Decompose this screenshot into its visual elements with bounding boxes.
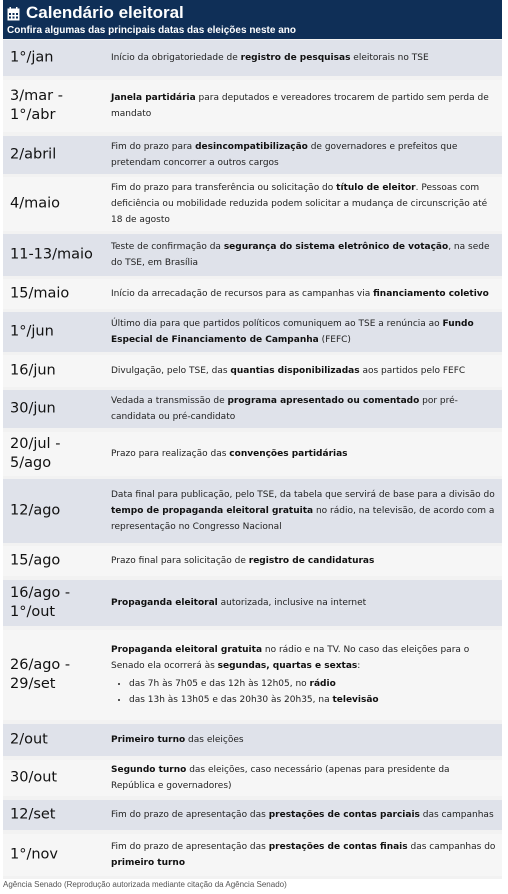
desc-text: Data final para publicação, pelo TSE, da tabela que servirá de base para a divisão do [111,490,495,500]
row-date: 1°/nov [10,846,59,863]
row-description [111,90,496,122]
row-description [111,286,496,302]
highlight-text: prestações de contas parciais [268,810,420,820]
row-date: 30/out [10,769,58,786]
row-date: 2/abril [10,146,57,163]
desc-text: das campanhas do [407,842,496,852]
footer-credit: Agência Senado (Reprodução autorizada mediante citação da Agência Senado) [3,880,287,889]
table-row [3,479,502,543]
row-description [111,807,496,823]
desc-text: Divulgação, pelo TSE, das [111,366,231,376]
table-row [3,355,502,387]
desc-text: Início da arrecadação de recursos para as campanhas via [111,289,374,299]
highlight-text: quantias disponibilizadas [230,366,360,376]
row-description [111,839,496,871]
row-description [111,139,496,171]
highlight-text: Segundo turno [111,765,187,775]
row-date: 16/jun [10,362,56,379]
highlight-text: Fundo Especial de Financiamento de Campanha [111,319,474,345]
row-description [111,180,496,228]
highlight-text: Propaganda eleitoral [111,598,218,608]
desc-text: das 7h às 7h05 e das 12h às 12h05, no [129,679,310,689]
highlight-text: desincompatibilização [195,142,308,152]
row-description [111,553,496,569]
desc-text: Fim do prazo de apresentação das [111,842,269,852]
title-text: Calendário eleitoral [26,3,184,22]
highlight-text: título de eleitor [336,183,416,193]
row-date: 16/ago - 1°/out [10,585,71,620]
highlight-text: tempo de propaganda eleitoral gratuita [111,506,314,516]
row-date: 1°/jun [10,323,54,340]
table-row [3,279,502,309]
row-description [111,50,496,66]
desc-text: , na sede do TSE, em Brasília [111,242,490,268]
table-row [3,234,502,276]
calendar-icon [7,6,20,20]
desc-text: aos partidos pelo FEFC [359,366,466,376]
table-row [3,177,502,231]
highlight-text: Primeiro turno [111,735,186,745]
table-row [3,40,502,76]
row-date: 3/mar - 1°/abr [10,88,63,123]
highlight-text: registro de candidaturas [248,556,375,566]
desc-text: por pré-candidata ou pré-candidato [111,396,458,422]
desc-text: Teste de confirmação da [111,242,224,252]
desc-text: autorizada, inclusive na internet [217,598,367,608]
desc-text: das campanhas [419,810,494,820]
table-row [3,136,502,174]
subtitle: Confira algumas das principais datas das eleições neste ano [7,25,296,36]
row-description [111,642,496,708]
row-description [111,363,496,379]
row-date: 15/ago [10,552,61,569]
highlight-text: prestações de contas finais [268,842,408,852]
row-description [111,487,496,535]
row-date: 15/maio [10,285,70,302]
table-row [3,312,502,352]
highlight-text: segurança do sistema eletrônico de votação [223,242,449,252]
desc-text: Último dia para que partidos políticos comuniquem ao TSE a renúncia ao [111,319,443,329]
highlight-text: televisão [332,695,379,705]
highlight-text: registro de pesquisas [240,53,351,63]
desc-text: Prazo para realização das [111,449,230,459]
table-row [3,390,502,428]
bullet-item [129,692,496,708]
desc-text: : [357,661,361,671]
row-description [111,762,496,794]
table-row [3,580,502,626]
row-date: 26/ago - 29/set [10,657,71,692]
row-date: 2/out [10,731,48,748]
page-title [7,3,184,23]
table-row [3,80,502,132]
desc-text: Vedada a transmissão de [111,396,228,406]
row-date: 1°/jan [10,49,54,66]
desc-text: Fim do prazo para [111,142,196,152]
row-description [111,239,496,271]
row-description [111,316,496,348]
desc-text: das eleições, caso necessário (apenas para presidente da República e governadores) [111,765,450,791]
desc-text: Prazo final para solicitação de [111,556,249,566]
row-date: 4/maio [10,195,61,212]
row-date: 20/jul - 5/ago [10,436,61,471]
row-date: 30/jun [10,400,56,417]
desc-text: eleitorais no TSE [350,53,429,63]
table-row [3,760,502,796]
desc-text: das eleições [185,735,244,745]
highlight-text: primeiro turno [111,858,186,868]
desc-text: de governadores e prefeitos que pretendam concorrer a outros cargos [111,142,458,168]
table-row [3,630,502,720]
table-row [3,724,502,756]
row-date: 11-13/maio [10,246,93,263]
row-description [111,393,496,425]
highlight-text: Janela partidária [111,93,196,103]
bullet-list [111,676,496,708]
desc-text: das 13h às 13h05 e das 20h30 às 20h35, na [129,695,333,705]
desc-text: para deputados e vereadores trocarem de partido sem perda de mandato [111,93,489,119]
desc-text: Fim do prazo de apresentação das [111,810,269,820]
row-description [111,446,496,462]
desc-text: no rádio, na televisão, de acordo com a representação no Congresso Nacional [111,506,495,532]
highlight-text: financiamento coletivo [373,289,489,299]
highlight-text: Propaganda eleitoral gratuita [111,645,263,655]
table-header [3,0,502,39]
desc-text: . Pessoas com deficiência ou mobilidade reduzida podem solicitar a mudança de circunscrição até 18 de agosto [111,183,488,225]
highlight-text: segundas, quartas e sextas [217,661,358,671]
row-description [111,732,496,748]
row-description [111,595,496,611]
desc-text: Fim do prazo para transferência ou solicitação do [111,183,337,193]
table-row [3,834,502,876]
table-row [3,546,502,576]
desc-text: no rádio e na TV. No caso das eleições para o Senado ela ocorrerá às [111,645,470,671]
calendar-table [3,0,502,879]
row-date: 12/set [10,806,56,823]
table-row [3,432,502,476]
table-row [3,800,502,830]
desc-text: Início da obrigatoriedade de [111,53,241,63]
highlight-text: rádio [309,679,336,689]
highlight-text: convenções partidárias [229,449,348,459]
row-date: 12/ago [10,502,61,519]
bullet-item [129,676,496,692]
highlight-text: programa apresentado ou comentado [227,396,420,406]
desc-text: (FEFC) [318,335,351,345]
